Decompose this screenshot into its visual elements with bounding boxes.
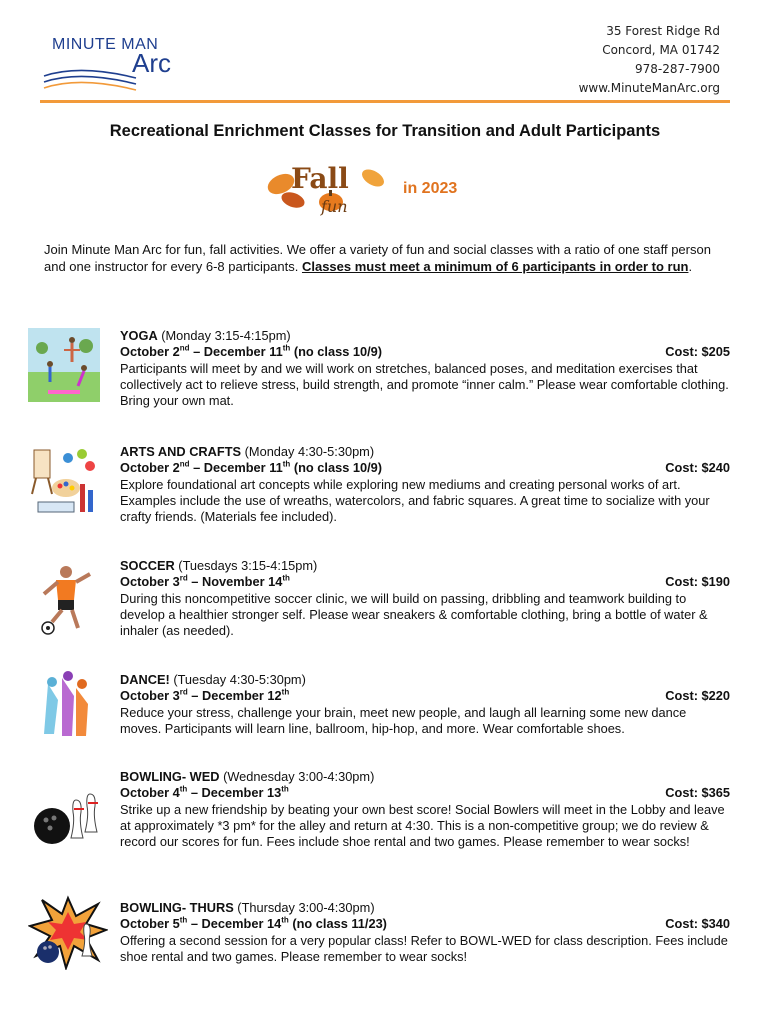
class-cost: Cost: $365 bbox=[665, 785, 730, 801]
class-name: DANCE! bbox=[120, 672, 170, 687]
class-dates-row bbox=[120, 785, 730, 801]
class-time: (Monday 4:30-5:30pm) bbox=[241, 444, 375, 459]
class-bowling-thurs bbox=[120, 900, 730, 965]
class-dance bbox=[120, 672, 730, 737]
logo-text-top: MINUTE MAN bbox=[52, 36, 159, 53]
class-dates-row bbox=[120, 460, 730, 476]
class-dates-row bbox=[120, 344, 730, 360]
class-dates-row bbox=[120, 916, 730, 932]
class-time: (Tuesdays 3:15-4:15pm) bbox=[174, 558, 318, 573]
badge-fun-text: fun bbox=[321, 197, 348, 216]
bowling-wed-image bbox=[28, 780, 112, 860]
class-time: (Wednesday 3:00-4:30pm) bbox=[219, 769, 375, 784]
class-description: Reduce your stress, challenge your brain, meet new people, and laugh all learning some new dance moves. Participants will learn line, ballroom, hip-hop, and more. Wear comfortable shoes. bbox=[120, 704, 687, 736]
class-bowling-wed bbox=[120, 769, 730, 850]
class-time: (Tuesday 4:30-5:30pm) bbox=[169, 672, 306, 687]
arts-and-crafts-image bbox=[28, 444, 100, 518]
intro-paragraph bbox=[44, 241, 724, 275]
class-description: Participants will meet by and we will work on stretches, balanced poses, and meditation exercises that collectively act to relieve stress, build strength, and promote “inner calm.” Please wear comfortable clothing. Bring your own mat. bbox=[120, 360, 729, 409]
class-soccer bbox=[120, 558, 730, 639]
class-arts-and-crafts bbox=[120, 444, 730, 525]
address-street: 35 Forest Ridge Rd bbox=[606, 24, 720, 38]
header-divider bbox=[40, 100, 730, 103]
class-cost: Cost: $240 bbox=[665, 460, 730, 476]
class-time: (Monday 3:15-4:15pm) bbox=[157, 328, 291, 343]
page-title: Recreational Enrichment Classes for Transition and Adult Participants bbox=[109, 122, 661, 140]
class-description: Strike up a new friendship by beating your own best score! Social Bowlers will meet in the Lobby and leave at approximately *3 pm* for the alley and return at 4:30. This is a non-competitive group; we do review & record our scores for fun. Fees include shoe rental and two games. Please remember to wear socks! bbox=[120, 801, 725, 850]
address-phone: 978-287-7900 bbox=[634, 62, 720, 76]
class-description: Offering a second session for a very popular class! Refer to BOWL-WED for class description. Fees include shoe rental and two games. Please remember to wear socks! bbox=[120, 932, 728, 964]
class-name: SOCCER bbox=[120, 558, 175, 573]
class-dates: October 5th – December 14th (no class 11/23) bbox=[120, 916, 387, 932]
class-cost: Cost: $190 bbox=[665, 574, 730, 590]
class-name: BOWLING- THURS bbox=[120, 900, 234, 915]
class-cost: Cost: $205 bbox=[665, 344, 730, 360]
soccer-image bbox=[28, 562, 100, 636]
class-description: During this noncompetitive soccer clinic, we will build on passing, dribbling and teamwork building to develop a healthier stronger self. Please wear sneakers & comfortable clothing, bring a bottle of water & inhaler (as needed). bbox=[120, 590, 708, 639]
dance-image bbox=[28, 670, 100, 744]
class-dates: October 2nd – December 11th (no class 10/9) bbox=[120, 460, 383, 476]
address-block bbox=[579, 22, 720, 98]
yoga-image bbox=[28, 328, 100, 402]
class-dates: October 2nd – December 11th (no class 10/9) bbox=[120, 344, 383, 360]
class-name: ARTS AND CRAFTS bbox=[120, 444, 242, 459]
logo-text-bottom: Arc bbox=[132, 48, 171, 78]
intro-emphasis: Classes must meet a minimum of 6 participants in order to run bbox=[301, 259, 689, 274]
class-cost: Cost: $220 bbox=[665, 688, 730, 704]
class-dates: October 4th – December 13th bbox=[120, 785, 289, 801]
bowling-thurs-image bbox=[28, 894, 108, 970]
class-dates: October 3rd – December 12th bbox=[120, 688, 290, 704]
class-dates-row bbox=[120, 574, 730, 590]
badge-year: in 2023 bbox=[403, 180, 458, 197]
class-yoga bbox=[120, 328, 730, 409]
badge-fall-text: Fall bbox=[291, 162, 349, 195]
minute-man-arc-logo bbox=[40, 34, 200, 84]
fall-fun-badge bbox=[263, 152, 398, 222]
class-name: BOWLING- WED bbox=[120, 769, 220, 784]
address-website[interactable]: www.MinuteManArc.org bbox=[578, 81, 720, 95]
class-name: YOGA bbox=[120, 328, 158, 343]
intro-end: . bbox=[688, 259, 693, 274]
class-description: Explore foundational art concepts while exploring new mediums and creating personal works of art. Examples include the use of wreaths, watercolors, and fabric squares. A great time to socialize with your crafty friends. (Materials fee included). bbox=[120, 476, 710, 525]
class-dates-row bbox=[120, 688, 730, 704]
intro-text: Join Minute Man Arc for fun, fall activities. We offer a variety of fun and social classes with a ratio of one staff person and one instructor for every 6-8 participants. bbox=[44, 242, 711, 274]
class-cost: Cost: $340 bbox=[665, 916, 730, 932]
class-time: (Thursday 3:00-4:30pm) bbox=[233, 900, 375, 915]
address-city: Concord, MA 01742 bbox=[602, 43, 720, 57]
class-dates: October 3rd – November 14th bbox=[120, 574, 290, 590]
